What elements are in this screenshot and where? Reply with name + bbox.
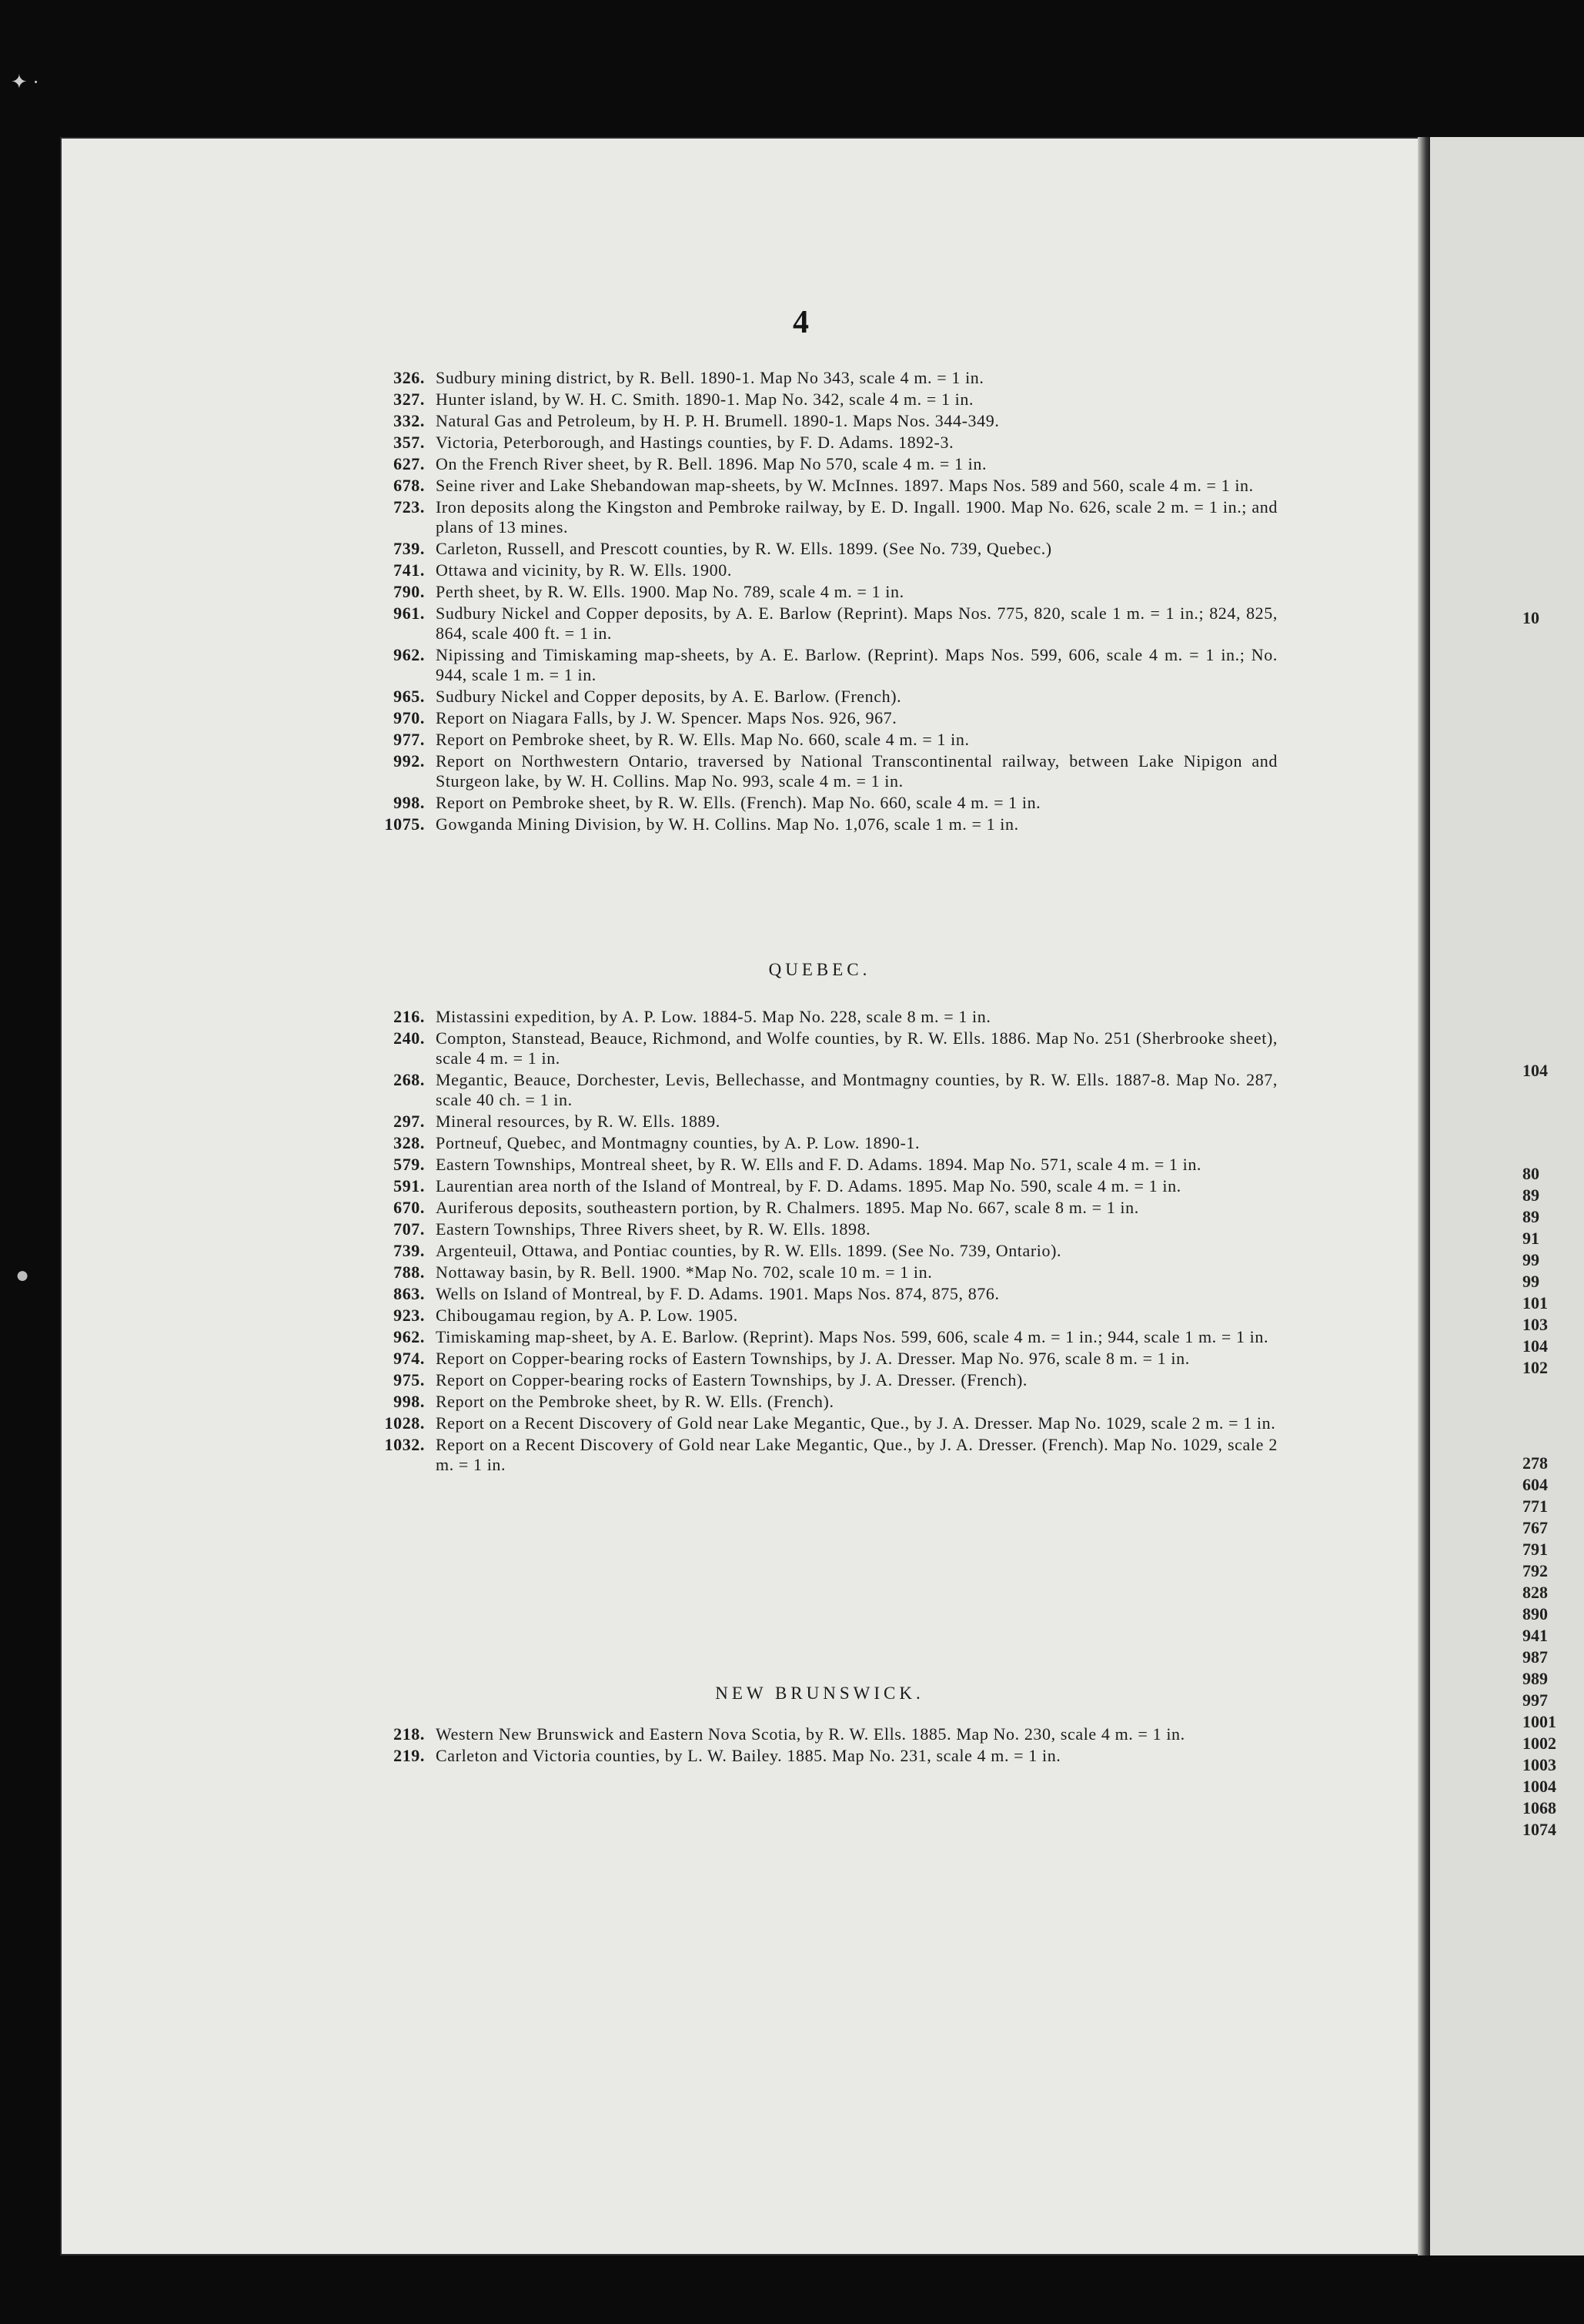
list-item: 741. Ottawa and vicinity, by R. W. Ells. 1900. xyxy=(393,560,732,580)
list-item: 977. Report on Pembroke sheet, by R. W. Ells. Map No. 660, scale 4 m. = 1 in. xyxy=(393,730,970,749)
facing-page-number: 828 xyxy=(1522,1583,1548,1602)
list-item: 297. Mineral resources, by R. W. Ells. 1889. xyxy=(393,1112,720,1131)
list-item: 670. Auriferous deposits, southeastern portion, by R. Chalmers. 1895. Map No. 667, scale 8 m. = 1 in. xyxy=(393,1198,1139,1217)
list-item: 961. Sudbury Nickel and Copper deposits, by A. E. Barlow (Reprint). Maps Nos. 775, 820, scale 1 m. = 1 in.; 824, 825, 864, scale 400 ft. = 1 in. xyxy=(393,604,1278,643)
facing-page-number: 771 xyxy=(1522,1496,1548,1516)
facing-page-number: 941 xyxy=(1522,1626,1548,1645)
facing-page-number: 1068 xyxy=(1522,1798,1556,1817)
facing-page-number: 890 xyxy=(1522,1604,1548,1623)
list-item: 992. Report on Northwestern Ontario, traversed by National Transcontinental railway, between Lake Nipigon and Sturgeon lake, by W. H. Collins. Map No. 993, scale 4 m. = 1 in. xyxy=(393,751,1278,791)
list-item: 970. Report on Niagara Falls, by J. W. Spencer. Maps Nos. 926, 967. xyxy=(393,708,897,727)
ontario-section xyxy=(362,368,1278,836)
list-item: 863. Wells on Island of Montreal, by F. D. Adams. 1901. Maps Nos. 874, 875, 876. xyxy=(393,1284,1000,1303)
list-item: 216. Mistassini expedition, by A. P. Low. 1884-5. Map No. 228, scale 8 m. = 1 in. xyxy=(393,1007,991,1026)
facing-page-number: 103 xyxy=(1522,1315,1548,1334)
facing-page-number: 791 xyxy=(1522,1540,1548,1559)
list-item: 218. Western New Brunswick and Eastern Nova Scotia, by R. W. Ells. 1885. Map No. 230, scale 4 m. = 1 in. xyxy=(393,1724,1185,1744)
facing-page-number: 102 xyxy=(1522,1358,1548,1377)
list-item: 739. Argenteuil, Ottawa, and Pontiac counties, by R. W. Ells. 1899. (See No. 739, Ontario). xyxy=(393,1241,1062,1260)
new-brunswick-section xyxy=(362,1724,1278,1767)
facing-page-number: 99 xyxy=(1522,1250,1539,1269)
facing-page-number: 278 xyxy=(1522,1453,1548,1473)
list-item: 627. On the French River sheet, by R. Bell. 1896. Map No 570, scale 4 m. = 1 in. xyxy=(393,454,987,473)
list-item: 962. Timiskaming map-sheet, by A. E. Barlow. (Reprint). Maps Nos. 599, 606, scale 4 m. = 1 in.; 944, scale 1 m. = 1 in. xyxy=(393,1327,1269,1346)
list-item: 790. Perth sheet, by R. W. Ells. 1900. Map No. 789, scale 4 m. = 1 in. xyxy=(393,582,904,601)
list-item: 788. Nottaway basin, by R. Bell. 1900. *Map No. 702, scale 10 m. = 1 in. xyxy=(393,1262,933,1282)
facing-page-number: 91 xyxy=(1522,1229,1539,1248)
facing-page-number: 792 xyxy=(1522,1561,1548,1580)
facing-page-number: 1003 xyxy=(1522,1755,1556,1774)
scan-artifact-dot: ● xyxy=(15,1262,30,1288)
facing-page-number: 104 xyxy=(1522,1336,1548,1356)
list-item: 678. Seine river and Lake Shebandowan map-sheets, by W. McInnes. 1897. Maps Nos. 589 and 560, scale 4 m. = 1 in. xyxy=(393,476,1254,495)
facing-page-number: 80 xyxy=(1522,1164,1539,1183)
facing-page-number: 1074 xyxy=(1522,1820,1556,1839)
page-number: 4 xyxy=(793,305,809,340)
facing-page-number: 604 xyxy=(1522,1475,1548,1494)
facing-page-number: 1004 xyxy=(1522,1777,1556,1796)
facing-page xyxy=(1430,137,1584,2255)
list-item: 219. Carleton and Victoria counties, by L. W. Bailey. 1885. Map No. 231, scale 4 m. = 1 in. xyxy=(393,1746,1061,1765)
list-item: 326. Sudbury mining district, by R. Bell. 1890-1. Map No 343, scale 4 m. = 1 in. xyxy=(393,368,984,387)
quebec-section xyxy=(362,1007,1278,1476)
list-item: 357. Victoria, Peterborough, and Hastings counties, by F. D. Adams. 1892-3. xyxy=(393,433,954,452)
list-item: 965. Sudbury Nickel and Copper deposits, by A. E. Barlow. (French). xyxy=(393,687,902,706)
list-item: 923. Chibougamau region, by A. P. Low. 1905. xyxy=(393,1306,738,1325)
list-item: 975. Report on Copper-bearing rocks of Eastern Townships, by J. A. Dresser. (French). xyxy=(393,1370,1028,1389)
list-item: 1028. Report on a Recent Discovery of Gold near Lake Megantic, Que., by J. A. Dresser. Map No. 1029, scale 2 m. = 1 in. xyxy=(384,1413,1276,1433)
list-item: 998. Report on Pembroke sheet, by R. W. Ells. (French). Map No. 660, scale 4 m. = 1 in. xyxy=(393,793,1041,812)
facing-page-number: 1002 xyxy=(1522,1734,1556,1753)
list-item: 240. Compton, Stanstead, Beauce, Richmond, and Wolfe counties, by R. W. Ells. 1886. Map No. 251 (Sherbrooke sheet), scale 4 m. = 1 in. xyxy=(393,1028,1278,1068)
facing-page-number: 767 xyxy=(1522,1518,1548,1537)
facing-page-number: 997 xyxy=(1522,1690,1548,1710)
facing-page-number: 89 xyxy=(1522,1207,1539,1226)
list-item: 579. Eastern Townships, Montreal sheet, by R. W. Ells and F. D. Adams. 1894. Map No. 571, scale 4 m. = 1 in. xyxy=(393,1155,1202,1174)
facing-page-number: 104 xyxy=(1522,1061,1548,1080)
section-heading-quebec: QUEBEC. xyxy=(768,960,871,979)
list-item: 328. Portneuf, Quebec, and Montmagny counties, by A. P. Low. 1890-1. xyxy=(393,1133,921,1152)
facing-page-number: 1001 xyxy=(1522,1712,1556,1731)
scan-artifact-mark: ✦ · xyxy=(11,71,39,93)
section-heading-new-brunswick: NEW BRUNSWICK. xyxy=(715,1684,924,1703)
facing-page-number: 99 xyxy=(1522,1272,1539,1291)
list-item: 739. Carleton, Russell, and Prescott counties, by R. W. Ells. 1899. (See No. 739, Quebec.) xyxy=(393,539,1052,558)
list-item: 268. Megantic, Beauce, Dorchester, Levis, Bellechasse, and Montmagny counties, by R. W. Ells. 1887-8. Map No. 287, scale 40 ch. = 1 in. xyxy=(393,1070,1278,1109)
facing-page-number: 989 xyxy=(1522,1669,1548,1688)
list-item: 332. Natural Gas and Petroleum, by H. P. H. Brumell. 1890-1. Maps Nos. 344-349. xyxy=(393,411,1000,430)
list-item: 707. Eastern Townships, Three Rivers sheet, by R. W. Ells. 1898. xyxy=(393,1219,871,1239)
list-item: 327. Hunter island, by W. H. C. Smith. 1890-1. Map No. 342, scale 4 m. = 1 in. xyxy=(393,390,974,409)
list-item: 1075. Gowganda Mining Division, by W. H. Collins. Map No. 1,076, scale 1 m. = 1 in. xyxy=(384,814,1019,834)
list-item: 962. Nipissing and Timiskaming map-sheets, by A. E. Barlow. (Reprint). Maps Nos. 599, 606, scale 4 m. = 1 in.; No. 944, scale 1 m. = 1 in. xyxy=(393,645,1278,684)
list-item: 723. Iron deposits along the Kingston and Pembroke railway, by E. D. Ingall. 1900. Map No. 626, scale 2 m. = 1 in.; and plans of 13 mines. xyxy=(393,497,1278,537)
list-item: 974. Report on Copper-bearing rocks of Eastern Townships, by J. A. Dresser. Map No. 976, scale 8 m. = 1 in. xyxy=(393,1349,1190,1368)
facing-page-number: 101 xyxy=(1522,1293,1548,1312)
facing-page-number: 10 xyxy=(1522,608,1539,627)
list-item: 998. Report on the Pembroke sheet, by R. W. Ells. (French). xyxy=(393,1392,834,1411)
facing-page-number: 89 xyxy=(1522,1185,1539,1205)
list-item: 591. Laurentian area north of the Island of Montreal, by F. D. Adams. 1895. Map No. 590, scale 4 m. = 1 in. xyxy=(393,1176,1181,1195)
list-item: 1032. Report on a Recent Discovery of Gold near Lake Megantic, Que., by J. A. Dresser. (French). Map No. 1029, scale 2 m. = 1 in. xyxy=(384,1435,1278,1474)
facing-page-number: 987 xyxy=(1522,1647,1548,1667)
